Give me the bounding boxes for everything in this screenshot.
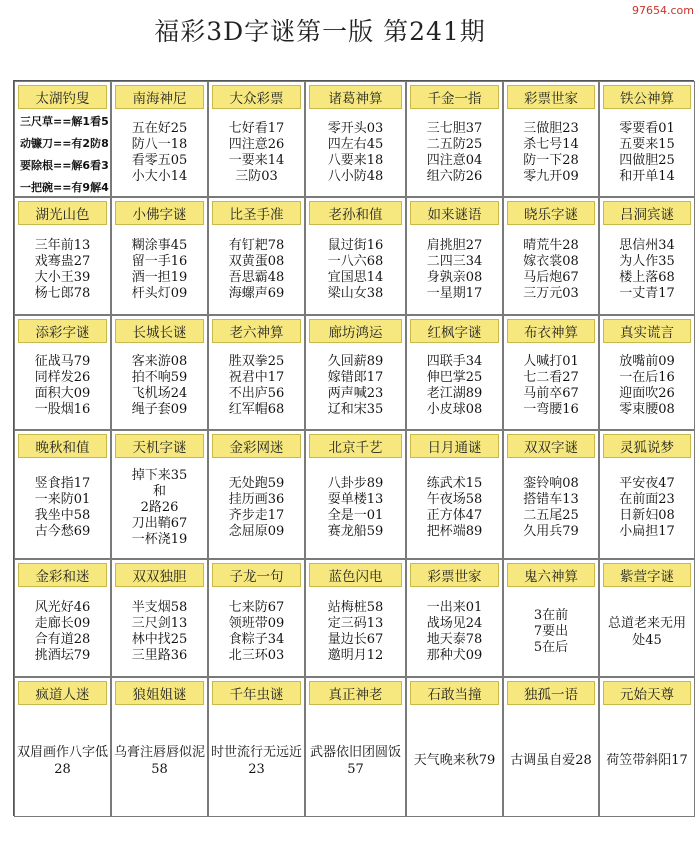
riddle-line: 面积大09: [34, 386, 91, 401]
riddle-line: 一弯腰16: [523, 402, 579, 417]
riddle-cell: [14, 677, 111, 817]
cell-header: 南海神尼: [115, 85, 204, 109]
riddle-cell: [503, 197, 599, 315]
riddle-line: 三防03: [235, 168, 278, 184]
cell-body: [112, 109, 207, 196]
riddle-line: 三年前13: [34, 237, 91, 253]
cell-header: 紫萱字谜: [603, 563, 691, 587]
riddle-line: 身孰亲08: [426, 269, 483, 285]
riddle-cell: [111, 559, 208, 677]
riddle-line: 三尺剑13: [131, 615, 188, 631]
riddle-line: 四左右45: [327, 136, 384, 152]
riddle-line: 红军帽68: [228, 402, 285, 417]
riddle-line: 和开单14: [619, 168, 675, 184]
riddle-cell: [503, 430, 599, 559]
riddle-line: 迎面吹26: [619, 386, 675, 401]
riddle-line: 零束腰08: [619, 402, 675, 417]
cell-header: 双双独胆: [115, 563, 204, 587]
riddle-line: 辽和宋35: [327, 402, 384, 417]
cell-body: [15, 458, 110, 558]
riddle-line: 马后炮67: [523, 269, 579, 285]
cell-body: [15, 587, 110, 676]
cell-body: [600, 458, 694, 558]
cell-header: 老六神算: [212, 319, 301, 343]
riddle-line: 老江湖89: [426, 386, 483, 401]
cell-header: 红枫字谜: [410, 319, 499, 343]
cell-header: 疯道人迷: [18, 681, 107, 705]
cell-header: 日月通谜: [410, 434, 499, 458]
riddle-line: 把杯端89: [426, 524, 483, 539]
riddle-line: 和: [152, 484, 166, 499]
riddle-line: 二五防25: [426, 136, 483, 152]
riddle-line: 二四三34: [426, 253, 483, 269]
riddle-line: 正方体47: [426, 508, 483, 523]
riddle-line: 七二看27: [523, 370, 579, 385]
riddle-line: 领班带09: [228, 615, 285, 631]
riddle-line: 四联手34: [426, 354, 483, 369]
cell-body: [600, 225, 694, 314]
riddle-line: 一来防01: [34, 492, 91, 507]
riddle-line: 双眉画作八字低28: [17, 744, 109, 777]
riddle-cell: [599, 197, 695, 315]
cell-header: 千年虫谜: [212, 681, 301, 705]
riddle-line: 邀明月12: [327, 647, 384, 663]
riddle-line: 竖食指17: [34, 476, 91, 491]
cell-header: 独孤一语: [507, 681, 595, 705]
riddle-cell: [14, 315, 111, 430]
riddle-cell: [503, 677, 599, 817]
riddle-line: 零开头03: [327, 120, 384, 136]
cell-body: [15, 705, 110, 816]
riddle-line: 走廊长09: [34, 615, 91, 631]
page-title: 福彩3D字谜第一版 第241期: [154, 17, 486, 46]
riddle-line: 祝君中17: [228, 370, 285, 385]
riddle-line: 练武术15: [426, 476, 483, 491]
riddle-line: 海螺声69: [228, 285, 285, 301]
riddle-cell: [599, 677, 695, 817]
riddle-line: 绳子套09: [131, 402, 188, 417]
riddle-line: 地天泰78: [426, 631, 483, 647]
cell-header: 诸葛神算: [309, 85, 402, 109]
riddle-line: 胜双拳25: [228, 354, 285, 369]
cell-header: 金彩网迷: [212, 434, 301, 458]
riddle-line: 小皮球08: [426, 402, 483, 417]
cell-header: 长城长谜: [115, 319, 204, 343]
cell-header: 金彩和迷: [18, 563, 107, 587]
riddle-line: 思信州34: [619, 237, 675, 253]
cell-body: [112, 705, 207, 816]
riddle-line: 古调虽自爱28: [510, 753, 592, 768]
cell-body: [15, 225, 110, 314]
cell-body: [209, 225, 304, 314]
riddle-line: 为人作35: [619, 253, 675, 269]
riddle-line: 七来防67: [228, 599, 285, 615]
riddle-line: 一出来01: [426, 599, 483, 615]
riddle-cell: [208, 430, 305, 559]
riddle-line: 全是一01: [327, 508, 384, 523]
cell-header: 老孙和值: [309, 201, 402, 225]
riddle-line: 五要来15: [619, 136, 675, 152]
riddle-line: 双黄蛋08: [228, 253, 285, 269]
cell-header: 添彩字谜: [18, 319, 107, 343]
riddle-line: 合有道28: [34, 631, 91, 647]
cell-header: 晓乐字谜: [507, 201, 595, 225]
riddle-line: 平安夜47: [619, 476, 675, 491]
riddle-line: 3在前: [533, 607, 569, 623]
riddle-line: 荷笠带斜阳17: [606, 753, 688, 768]
riddle-line: 杀七号14: [523, 136, 579, 152]
cell-header: 天机字谜: [115, 434, 204, 458]
riddle-line: 酒一担19: [131, 269, 188, 285]
riddle-line: 四做胆25: [619, 152, 675, 168]
riddle-line: 战场见24: [426, 615, 483, 631]
cell-header: 如来谜语: [410, 201, 499, 225]
riddle-cell: [305, 197, 406, 315]
riddle-line: 七好看17: [228, 120, 285, 136]
riddle-line: 一股烟16: [34, 402, 91, 417]
cell-header: 真正神老: [309, 681, 402, 705]
riddle-line: 天气晚来秋79: [413, 753, 496, 768]
riddle-line: 嫁衣裳08: [523, 253, 579, 269]
riddle-cell: [111, 677, 208, 817]
cell-body: [15, 343, 110, 429]
riddle-line: 掉下来35: [131, 468, 188, 483]
cell-header: 比圣手准: [212, 201, 301, 225]
cell-body: [504, 587, 598, 676]
riddle-line: 梁山女38: [327, 285, 384, 301]
riddle-line: 一星期17: [426, 285, 483, 301]
riddle-cell: [208, 559, 305, 677]
riddle-line: 久回薪89: [327, 354, 384, 369]
riddle-line: 动镰刀==有2防8: [20, 137, 109, 150]
cell-header: 狼姐姐谜: [115, 681, 204, 705]
cell-body: [306, 458, 405, 558]
riddle-line: 飞机场24: [131, 386, 188, 401]
riddle-line: 2路26: [140, 500, 179, 515]
riddle-cell: [305, 81, 406, 197]
riddle-line: 搭错车13: [523, 492, 579, 507]
riddle-cell: [208, 197, 305, 315]
cell-header: 真实谎言: [603, 319, 691, 343]
riddle-cell: [503, 315, 599, 430]
riddle-line: 一杯浇19: [131, 532, 188, 547]
riddle-cell: [406, 197, 503, 315]
riddle-line: 7要出: [533, 623, 569, 639]
cell-body: [407, 587, 502, 676]
riddle-line: 杆头灯09: [131, 285, 188, 301]
cell-header: 石敢当撞: [410, 681, 499, 705]
cell-body: [112, 343, 207, 429]
cell-body: [504, 225, 598, 314]
cell-body: [407, 705, 502, 816]
riddle-cell: [503, 81, 599, 197]
riddle-line: 客来游08: [131, 354, 188, 369]
riddle-line: 三尺草==解1看5: [20, 115, 109, 128]
cell-body: [209, 587, 304, 676]
riddle-cell: [406, 430, 503, 559]
riddle-line: 三里路36: [131, 647, 188, 663]
riddle-line: 糊涂事45: [131, 237, 188, 253]
riddle-line: 那种犬09: [426, 647, 483, 663]
riddle-line: 伸巴掌25: [426, 370, 483, 385]
riddle-line: 肩挑胆27: [426, 237, 483, 253]
riddle-line: 三七胆37: [426, 120, 483, 136]
riddle-line: 四注意26: [228, 136, 285, 152]
cell-body: [15, 109, 110, 197]
riddle-line: 銮铃响08: [523, 476, 579, 491]
cell-body: [306, 109, 405, 196]
riddle-line: 看零五05: [131, 152, 188, 168]
riddle-line: 嫁错郎17: [327, 370, 384, 385]
riddle-line: 我坐中58: [34, 508, 91, 523]
riddle-line: 三做胆23: [523, 120, 579, 136]
riddle-line: 乌膏注唇唇似泥58: [114, 744, 206, 777]
riddle-cell: [305, 677, 406, 817]
riddle-line: 有钉耙78: [228, 237, 285, 253]
riddle-line: 林中找25: [131, 631, 188, 647]
riddle-line: 一在后16: [619, 370, 675, 385]
riddle-cell: [406, 81, 503, 197]
riddle-line: 武器依旧团圆饭57: [309, 744, 401, 777]
riddle-cell: [406, 677, 503, 817]
cell-body: [306, 225, 405, 314]
riddle-line: 一要来14: [228, 152, 285, 168]
cell-header: 双双字谜: [507, 434, 595, 458]
cell-body: [407, 225, 502, 314]
riddle-cell: [14, 430, 111, 559]
cell-body: [209, 343, 304, 429]
riddle-line: 组六防26: [426, 168, 483, 184]
riddle-cell: [599, 315, 695, 430]
cell-header: 灵狐说梦: [603, 434, 691, 458]
riddle-line: 无处跑59: [228, 476, 285, 491]
cell-body: [306, 587, 405, 676]
riddle-line: 宜国思14: [327, 269, 384, 285]
riddle-line: 四注意04: [426, 152, 483, 168]
riddle-line: 楼上落68: [619, 269, 675, 285]
riddle-line: 鼠过街16: [327, 237, 384, 253]
cell-header: 蓝色闪电: [309, 563, 402, 587]
riddle-line: 防八一18: [131, 136, 188, 152]
riddle-line: 大小王39: [34, 269, 91, 285]
cell-header: 铁公神算: [603, 85, 691, 109]
cell-body: [209, 109, 304, 196]
riddle-line: 小大小14: [131, 168, 188, 184]
cell-header: 彩票世家: [410, 563, 499, 587]
riddle-line: 半支烟58: [131, 599, 188, 615]
riddle-line: 同样发26: [34, 370, 91, 385]
riddle-cell: [111, 81, 208, 197]
riddle-line: 二五尾25: [523, 508, 579, 523]
cell-header: 太湖钓叟: [18, 85, 107, 109]
riddle-line: 挂历画36: [228, 492, 285, 507]
riddle-line: 念屈原09: [228, 524, 285, 539]
cell-body: [600, 343, 694, 429]
cell-header: 布衣神算: [507, 319, 595, 343]
riddle-table: [13, 80, 694, 816]
riddle-line: 零要看01: [619, 120, 675, 136]
riddle-line: 人喊打01: [523, 354, 579, 369]
cell-body: [306, 705, 405, 816]
riddle-line: 一丈青17: [619, 285, 675, 301]
cell-body: [407, 343, 502, 429]
riddle-cell: [208, 677, 305, 817]
cell-body: [407, 458, 502, 558]
riddle-cell: [305, 559, 406, 677]
cell-body: [209, 705, 304, 816]
riddle-line: 晴荒牛28: [523, 237, 579, 253]
riddle-line: 量边长67: [327, 631, 384, 647]
cell-header: 吕洞宾谜: [603, 201, 691, 225]
cell-body: [600, 109, 694, 196]
cell-header: 鬼六神算: [507, 563, 595, 587]
riddle-line: 八卦步89: [327, 476, 384, 491]
riddle-cell: [208, 315, 305, 430]
riddle-line: 两声喊23: [327, 386, 384, 401]
riddle-cell: [14, 197, 111, 315]
cell-body: [504, 705, 598, 816]
riddle-line: 五在好25: [131, 120, 188, 136]
riddle-line: 八小防48: [327, 168, 384, 184]
riddle-line: 放嘴前09: [619, 354, 675, 369]
cell-header: 彩票世家: [507, 85, 595, 109]
riddle-cell: [208, 81, 305, 197]
riddle-line: 一把碗==有9解4: [20, 181, 109, 194]
riddle-line: 三万元03: [523, 285, 579, 301]
riddle-line: 总道老来无用处45: [607, 615, 686, 648]
riddle-line: 零九开09: [523, 168, 579, 184]
riddle-cell: [111, 430, 208, 559]
riddle-cell: [14, 81, 111, 197]
cell-body: [407, 109, 502, 196]
riddle-cell: [406, 559, 503, 677]
riddle-line: 拍不响59: [131, 370, 188, 385]
riddle-line: 防一下28: [523, 152, 579, 168]
riddle-line: 5在后: [533, 639, 569, 655]
riddle-line: 齐步走17: [228, 508, 285, 523]
riddle-line: 风光好46: [34, 599, 91, 615]
riddle-cell: [14, 559, 111, 677]
riddle-line: 古今愁69: [34, 524, 91, 539]
watermark: 97654.com: [632, 4, 694, 17]
cell-header: 元始天尊: [603, 681, 691, 705]
riddle-line: 赛龙船59: [327, 524, 384, 539]
riddle-line: 北三环03: [228, 647, 285, 663]
cell-body: [504, 343, 598, 429]
riddle-line: 食粽子34: [228, 631, 285, 647]
riddle-cell: [599, 430, 695, 559]
cell-header: 北京千艺: [309, 434, 402, 458]
riddle-line: 午夜场58: [426, 492, 483, 507]
riddle-cell: [599, 81, 695, 197]
riddle-cell: [111, 315, 208, 430]
cell-header: 湖光山色: [18, 201, 107, 225]
riddle-line: 马前卒67: [523, 386, 579, 401]
cell-body: [209, 458, 304, 558]
cell-body: [504, 458, 598, 558]
cell-body: [112, 458, 207, 558]
riddle-cell: [305, 315, 406, 430]
cell-body: [504, 109, 598, 196]
riddle-cell: [599, 559, 695, 677]
riddle-line: 定三码13: [327, 615, 384, 631]
riddle-line: 戏骞蛊27: [34, 253, 91, 269]
riddle-line: 吾思霸48: [228, 269, 285, 285]
riddle-line: 要除根==解6看3: [20, 159, 109, 172]
riddle-line: 小扁担17: [619, 524, 675, 539]
cell-body: [112, 225, 207, 314]
riddle-line: 八要来18: [327, 152, 384, 168]
riddle-line: 站梅桩58: [327, 599, 384, 615]
cell-body: [600, 705, 694, 816]
riddle-line: 杨七郎78: [34, 285, 91, 301]
riddle-line: 耍单楼13: [327, 492, 384, 507]
riddle-line: 日新妇08: [619, 508, 675, 523]
riddle-cell: [305, 430, 406, 559]
riddle-line: 久用兵79: [523, 524, 579, 539]
cell-header: 小佛字谜: [115, 201, 204, 225]
riddle-line: 一八六68: [327, 253, 384, 269]
riddle-line: 刀出鞘67: [131, 516, 188, 531]
riddle-line: 时世流行无远近23: [211, 744, 303, 777]
cell-header: 晚秋和值: [18, 434, 107, 458]
riddle-line: 挑酒坛79: [34, 647, 91, 663]
riddle-line: 征战马79: [34, 354, 91, 369]
riddle-cell: [406, 315, 503, 430]
cell-header: 廊坊鸿运: [309, 319, 402, 343]
cell-header: 大众彩票: [212, 85, 301, 109]
riddle-line: 留一手16: [131, 253, 188, 269]
cell-body: [600, 587, 694, 676]
cell-header: 千金一指: [410, 85, 499, 109]
riddle-cell: [111, 197, 208, 315]
riddle-line: 不出庐56: [228, 386, 285, 401]
riddle-cell: [503, 559, 599, 677]
cell-header: 子龙一句: [212, 563, 301, 587]
cell-body: [306, 343, 405, 429]
cell-body: [112, 587, 207, 676]
riddle-line: 在前面23: [619, 492, 675, 507]
